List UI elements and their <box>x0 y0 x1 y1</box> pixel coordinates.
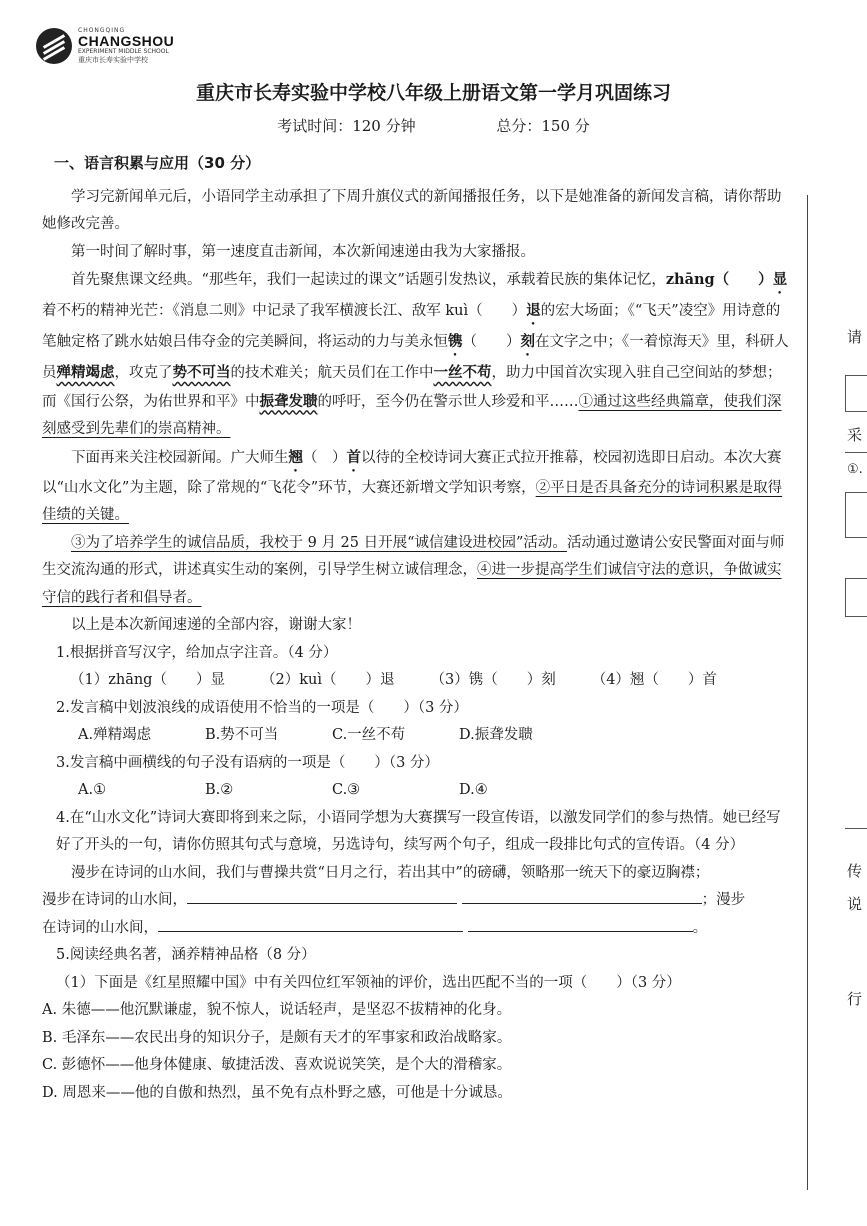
margin-rule <box>807 195 808 1190</box>
news-paragraph-5: 以上是本次新闻速递的全部内容，谢谢大家！ <box>71 617 361 633</box>
margin-char-2: 采 <box>847 426 863 444</box>
q4-blank-3[interactable] <box>158 915 463 932</box>
idiom-a: 殚精竭虑 <box>56 364 115 381</box>
question-3-stem: 3.发言稿中画横线的句子没有语病的一项是（ ）（3 分） <box>56 754 439 771</box>
q4-blank-1[interactable] <box>187 887 457 904</box>
sentence-3: ③为了培养学生的诚信品质，我校于 9 月 25 日开展“诚信建设进校园”活动。 <box>71 534 567 551</box>
school-logo <box>36 28 174 64</box>
sentence-2: ②平日是否具备充分的诗词积累是取得佳绩的关键。 <box>42 479 783 523</box>
q1-item-4[interactable]: （4）翘（ ）首 <box>591 672 717 688</box>
q4-blank-4[interactable] <box>468 915 693 932</box>
exam-content <box>42 150 792 1107</box>
logo-city: CHONGQING <box>78 27 126 34</box>
q4-blank-2[interactable] <box>462 887 702 904</box>
news-paragraph-2: 首先聚焦课文经典。“那些年，我们一起读过的课文”话题引发热议，承载着民族的集体记忆，zhāng（ ）显着不朽的精神光芒：《消息二则》中记录了我军横渡长江、敌军 kuì（ ）退的宏大场面；《“飞天”凌空》用诗意的笔触定格了跳水姑娘吕伟夺金的完美瞬间，将运动的力与美永恒镌（ ）刻在文字之中；《一着惊海天》里，科研人员殚精竭虑，攻克了势不可当的技术难关；航天员们在工作中一丝不苟，助力中国首次实现入驻自己空间站的梦想；而《国行公祭，为佑世界和平》中振聋发聩的呼吁，至今仍在警示世人珍爱和平……①通过这些经典篇章，使我们深刻感受到先辈们的崇高精神。 <box>42 271 789 437</box>
question-1-stem: 1.根据拼音写汉字，给加点字注音。（4 分） <box>56 644 338 661</box>
page-title: 重庆市长寿实验中学校八年级上册语文第一学月巩固练习 <box>195 82 671 104</box>
question-5-sub-1: （1）下面是《红星照耀中国》中有关四位红军领袖的评价，选出匹配不当的一项（ ）（3 分） <box>56 974 681 991</box>
margin-char-4: 传 <box>847 862 863 880</box>
q4-answer-line-2: 在诗词的山水间， 。 <box>42 915 792 943</box>
margin-char-3: ①. <box>847 462 863 477</box>
idiom-c: 一丝不苟 <box>433 364 492 381</box>
adjacent-page-margin <box>807 0 867 1226</box>
q5-option-c[interactable]: C. 彭德怀——他身体健康、敏捷活泼、喜欢说说笑笑，是个大的滑稽家。 <box>42 1057 512 1073</box>
q1-item-1[interactable]: （1）zhāng（ ）显 <box>70 672 225 688</box>
q2-option-a[interactable]: A.殚精竭虑 <box>78 727 152 743</box>
q1-item-3[interactable]: （3）镌（ ）刻 <box>430 672 556 688</box>
question-1-items <box>70 667 792 695</box>
question-2-stem: 2.发言稿中划波浪线的成语使用不恰当的一项是（ ）（3 分） <box>56 699 468 716</box>
margin-char-5: 说 <box>847 895 863 913</box>
q2-option-d[interactable]: D.振聋发聩 <box>459 727 533 743</box>
q2-option-c[interactable]: C.一丝不苟 <box>332 727 406 743</box>
question-4-stem: 4.在“山水文化”诗词大赛即将到来之际，小语同学想为大赛撰写一段宣传语，以激发同学们的参与热情。她已经写好了开头的一句，请你仿照其句式与意境，另选诗句，续写两个句子，组成一段排比句式的宣传语。（4 分） <box>56 809 781 853</box>
question-2-options <box>78 722 792 750</box>
question-5-stem: 5.阅读经典名著，涵养精神品格（8 分） <box>56 947 316 963</box>
q3-option-d[interactable]: D.④ <box>459 782 488 798</box>
sentence-4: ④进一步提高学生们诚信守法的意识，争做诚实守信的践行者和倡导者。 <box>42 562 782 606</box>
logo-cn: 重庆市长寿实验中学校 <box>78 56 148 64</box>
school-emblem-icon <box>36 28 72 64</box>
q3-option-c[interactable]: C.③ <box>332 782 361 798</box>
section-heading: 一、语言积累与应用（30 分） <box>54 154 261 172</box>
q4-answer-line-1: 漫步在诗词的山水间， ；漫步 <box>42 887 792 915</box>
idiom-d: 振聋发聩 <box>259 392 318 410</box>
q5-option-d[interactable]: D. 周恩来——他的自傲和热烈，虽不免有点朴野之感，可他是十分诚恳。 <box>42 1084 512 1101</box>
sentence-1: ①通过这些经典篇章，使我们深刻感受到先辈们的崇高精神。 <box>42 393 782 437</box>
q3-option-b[interactable]: B.② <box>205 782 234 798</box>
intro-paragraph: 学习完新闻单元后，小语同学主动承担了下周升旗仪式的新闻播报任务，以下是她准备的新闻发言稿，请你帮助她修改完善。 <box>42 188 782 232</box>
logo-sub: EXPERIMENT MIDDLE SCHOOL <box>78 48 169 55</box>
question-3-options <box>78 777 792 805</box>
q5-option-a[interactable]: A. 朱德——他沉默谦虚，貌不惊人，说话轻声，是坚忍不拔精神的化身。 <box>42 1002 512 1018</box>
exam-time: 考试时间：120 分钟 <box>277 117 416 135</box>
q5-option-b[interactable]: B. 毛泽东——农民出身的知识分子，是颇有天才的军事家和政治战略家。 <box>42 1029 512 1046</box>
news-paragraph-4: ③为了培养学生的诚信品质，我校于 9 月 25 日开展“诚信建设进校园”活动。活动通过邀请公安民警面对面与师生交流沟通的形式，讲述真实生动的案例，引导学生树立诚信理念，④进一步提高学生们诚信守法的意识，争做诚实守信的践行者和倡导者。 <box>42 534 785 606</box>
logo-name: CHANGSHOU <box>78 33 175 49</box>
exam-info <box>0 115 867 136</box>
margin-char-6: 行 <box>847 990 863 1008</box>
idiom-b: 势不可当 <box>172 364 231 381</box>
exam-score: 总分：150 分 <box>496 117 590 135</box>
news-paragraph-1: 第一时间了解时事，第一速度直击新闻，本次新闻速递由我为大家播报。 <box>71 243 535 260</box>
q2-option-b[interactable]: B.势不可当 <box>205 727 279 743</box>
q4-example-line: 漫步在诗词的山水间，我们与曹操共赏“日月之行，若出其中”的磅礴，领略那一统天下的豪迈胸襟； <box>71 864 710 881</box>
q3-option-a[interactable]: A.① <box>78 782 107 798</box>
margin-char-1: 请 <box>847 328 863 346</box>
q1-item-2[interactable]: （2）kuì（ ）退 <box>260 672 395 688</box>
news-paragraph-3: 下面再来关注校园新闻。广大师生翘（ ）首以待的全校诗词大赛正式拉开推幕，校园初选即日启动。本次大赛以“山水文化”为主题，除了常规的“飞花令”环节，大赛还新增文学知识考察，②平日是否具备充分的诗词积累是取得佳绩的关键。 <box>42 448 783 523</box>
